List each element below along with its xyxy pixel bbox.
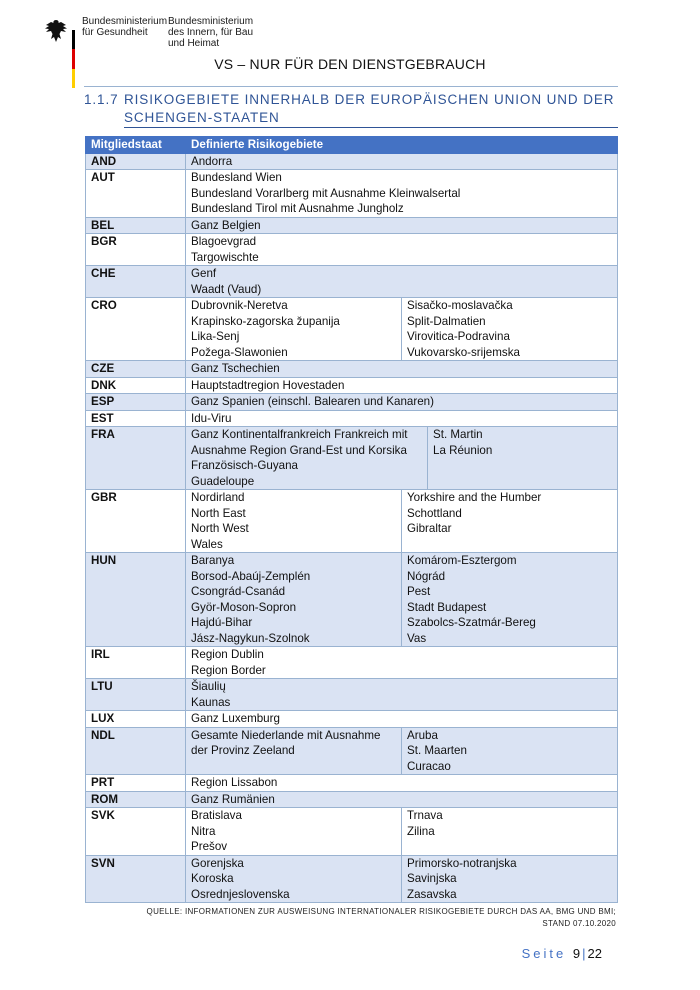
table-row xyxy=(86,394,618,411)
page-label: Seite xyxy=(521,946,567,961)
table-row xyxy=(86,553,618,647)
region-name: Kaunas xyxy=(191,695,231,709)
risk-areas-col1 xyxy=(186,298,402,361)
ministry-health-name: Bundesministerium für Gesundheit xyxy=(82,16,168,38)
region-name: Ganz Spanien (einschl. Balearen und Kanaren) xyxy=(191,395,434,408)
country-code: CHE xyxy=(86,266,186,298)
country-code: CRO xyxy=(86,298,186,361)
region-name: Ganz Rumänien xyxy=(191,792,275,806)
risk-areas xyxy=(186,647,618,679)
ministry-interior-name: Bundesministerium des Innern, für Bau und Heimat xyxy=(168,16,254,49)
risk-areas xyxy=(186,377,618,394)
region-name: Ganz Luxemburg xyxy=(191,712,280,725)
country-code: IRL xyxy=(86,647,186,679)
risk-areas-col2 xyxy=(402,553,618,647)
table-row xyxy=(86,647,618,679)
risk-areas-col2 xyxy=(402,298,618,361)
region-name: Split-Dalmatien xyxy=(407,314,486,328)
table-row xyxy=(86,490,618,553)
risk-areas xyxy=(186,153,618,170)
region-name: Bundesland Tirol mit Ausnahme Jungholz xyxy=(191,202,404,215)
region-name: Gibraltar xyxy=(407,522,452,535)
table-row xyxy=(86,427,618,490)
region-name: North West xyxy=(191,522,249,535)
region-name: Pest xyxy=(407,585,431,598)
region-name: Region Dublin xyxy=(191,648,264,661)
page-number xyxy=(522,946,602,961)
region-name: Osrednjeslovenska xyxy=(191,887,290,901)
region-name: Krapinsko-zagorska županija xyxy=(191,314,340,328)
risk-areas-col2 xyxy=(402,727,618,775)
classification-label: VS – NUR FÜR DEN DIENSTGEBRAUCH xyxy=(214,56,486,72)
region-name: Virovitica-Podravina xyxy=(407,330,510,343)
table-row xyxy=(86,410,618,427)
table-row xyxy=(86,266,618,298)
region-name: Zilina xyxy=(407,824,435,838)
region-name: Region Border xyxy=(191,663,266,677)
region-name: Waadt (Vaud) xyxy=(191,282,262,296)
risk-areas-col2 xyxy=(428,427,618,490)
region-name: La Réunion xyxy=(433,443,493,457)
risk-areas-col1 xyxy=(186,490,402,553)
country-code: DNK xyxy=(86,377,186,394)
header-divider xyxy=(84,86,618,87)
region-name: Sisačko-moslavačka xyxy=(407,299,513,312)
header-member-state: Mitgliedstaat xyxy=(86,137,186,154)
risk-areas-col1 xyxy=(186,553,402,647)
region-name: Gorenjska xyxy=(191,856,244,870)
region-name: Ganz Kontinentalfrankreich Frankreich mit xyxy=(191,428,408,441)
country-code: AND xyxy=(86,153,186,170)
region-name: North East xyxy=(191,506,246,520)
page-current: 9 xyxy=(572,946,581,961)
region-name: Šiaulių xyxy=(191,680,226,693)
region-name: Savinjska xyxy=(407,872,457,885)
table-row xyxy=(86,808,618,856)
table-row xyxy=(86,217,618,234)
region-name: Gesamte Niederlande mit Ausnahme xyxy=(191,728,381,742)
table-row xyxy=(86,727,618,775)
region-name: Curacao xyxy=(407,759,451,773)
region-name: Szabolcs-Szatmár-Bereg xyxy=(407,616,536,629)
risk-areas xyxy=(186,266,618,298)
country-code: AUT xyxy=(86,170,186,218)
region-name: Bratislava xyxy=(191,809,242,822)
region-name: Borsod-Abaúj-Zemplén xyxy=(191,569,311,583)
region-name: Koroska xyxy=(191,872,234,885)
region-name: St. Martin xyxy=(433,428,483,441)
region-name: Trnava xyxy=(407,809,443,822)
region-name: Andorra xyxy=(191,154,233,168)
country-code: SVK xyxy=(86,808,186,856)
region-name: Wales xyxy=(191,537,223,551)
table-row xyxy=(86,234,618,266)
region-name: Ganz Tschechien xyxy=(191,362,280,375)
region-name: Györ-Moson-Sopron xyxy=(191,600,297,614)
region-name: Hauptstadtregion Hovestaden xyxy=(191,378,345,392)
risk-areas-col1 xyxy=(186,808,402,856)
risk-areas xyxy=(186,775,618,792)
country-code: ROM xyxy=(86,791,186,808)
risk-areas xyxy=(186,170,618,218)
country-code: SVN xyxy=(86,855,186,903)
region-name: Französisch-Guyana xyxy=(191,459,298,472)
table-body xyxy=(86,153,618,903)
region-name: Vukovarsko-srijemska xyxy=(407,345,520,359)
region-name: Bundesland Wien xyxy=(191,171,282,184)
risk-areas-col2 xyxy=(402,808,618,856)
country-code: EST xyxy=(86,410,186,427)
region-name: Jász-Nagykun-Szolnok xyxy=(191,631,310,645)
header-defined-risk-areas: Definierte Risikogebiete xyxy=(186,137,618,154)
risk-areas xyxy=(186,394,618,411)
region-name: der Provinz Zeeland xyxy=(191,744,295,757)
table-row xyxy=(86,153,618,170)
region-name: Zasavska xyxy=(407,887,457,901)
country-code: LTU xyxy=(86,679,186,711)
region-name: Ausnahme Region Grand-Est und Korsika xyxy=(191,443,407,457)
region-name: Ganz Belgien xyxy=(191,218,261,232)
country-code: PRT xyxy=(86,775,186,792)
region-name: Vas xyxy=(407,631,427,645)
region-name: Schottland xyxy=(407,506,462,520)
country-code: LUX xyxy=(86,711,186,728)
risk-areas xyxy=(186,361,618,378)
risk-areas xyxy=(186,711,618,728)
table-row xyxy=(86,711,618,728)
table-row xyxy=(86,775,618,792)
country-code: CZE xyxy=(86,361,186,378)
table-row xyxy=(86,298,618,361)
region-name: Baranya xyxy=(191,554,235,567)
section-title-line1: RISIKOGEBIETE INNERHALB DER EUROPÄISCHEN UNION UND DER xyxy=(124,92,615,107)
risk-areas xyxy=(186,410,618,427)
section-underline xyxy=(124,127,618,128)
region-name: Stadt Budapest xyxy=(407,600,487,614)
page-separator: | xyxy=(582,946,586,961)
table-row xyxy=(86,170,618,218)
region-name: Csongrád-Csanád xyxy=(191,585,286,598)
region-name: Idu-Viru xyxy=(191,411,232,425)
country-code: BEL xyxy=(86,217,186,234)
country-code: ESP xyxy=(86,394,186,411)
table-row xyxy=(86,361,618,378)
region-name: Komárom-Esztergom xyxy=(407,554,517,567)
section-title xyxy=(84,91,618,127)
region-name: Guadeloupe xyxy=(191,474,255,488)
region-name: Dubrovnik-Neretva xyxy=(191,299,288,312)
region-name: Bundesland Vorarlberg mit Ausnahme Kleinwalsertal xyxy=(191,186,461,200)
page-total: 22 xyxy=(587,946,602,961)
risk-areas-col1 xyxy=(186,727,402,775)
region-name: Nordirland xyxy=(191,491,245,504)
region-name: Yorkshire and the Humber xyxy=(407,491,542,504)
region-name: Blagoevgrad xyxy=(191,235,257,248)
region-name: Lika-Senj xyxy=(191,330,240,343)
region-name: Genf xyxy=(191,267,217,280)
region-name: Nitra xyxy=(191,824,216,838)
table-row xyxy=(86,791,618,808)
table-row xyxy=(86,679,618,711)
region-name: Aruba xyxy=(407,728,438,742)
country-code: NDL xyxy=(86,727,186,775)
risk-areas-col2 xyxy=(402,490,618,553)
country-code: GBR xyxy=(86,490,186,553)
region-name: St. Maarten xyxy=(407,744,467,757)
region-name: Primorsko-notranjska xyxy=(407,856,517,870)
country-code: BGR xyxy=(86,234,186,266)
risk-areas-col1 xyxy=(186,427,428,490)
region-name: Požega-Slawonien xyxy=(191,345,288,359)
flag-black xyxy=(72,30,75,49)
source-note: QUELLE: INFORMATIONEN ZUR AUSWEISUNG INTERNATIONALER RISIKOGEBIETE DURCH DAS AA, BMG UND BMI; STAND 07.10.2020 xyxy=(146,907,616,928)
table-row xyxy=(86,855,618,903)
country-code: FRA xyxy=(86,427,186,490)
risk-areas-col1 xyxy=(186,855,402,903)
region-name: Prešov xyxy=(191,840,228,853)
region-name: Hajdú-Bihar xyxy=(191,616,253,629)
section-title-line2: SCHENGEN-STAATEN xyxy=(124,110,280,125)
risk-areas xyxy=(186,791,618,808)
federal-eagle-icon xyxy=(44,18,68,44)
risk-areas-col2 xyxy=(402,855,618,903)
region-name: Targowischte xyxy=(191,250,259,264)
table-header-row xyxy=(86,137,618,154)
table-row xyxy=(86,377,618,394)
section-number: 1.1.7 xyxy=(84,92,119,107)
risk-areas xyxy=(186,217,618,234)
region-name: Region Lissabon xyxy=(191,776,278,789)
region-name: Nógrád xyxy=(407,569,446,583)
country-code: HUN xyxy=(86,553,186,647)
risk-areas xyxy=(186,679,618,711)
risk-areas xyxy=(186,234,618,266)
risk-areas-table xyxy=(85,136,618,903)
